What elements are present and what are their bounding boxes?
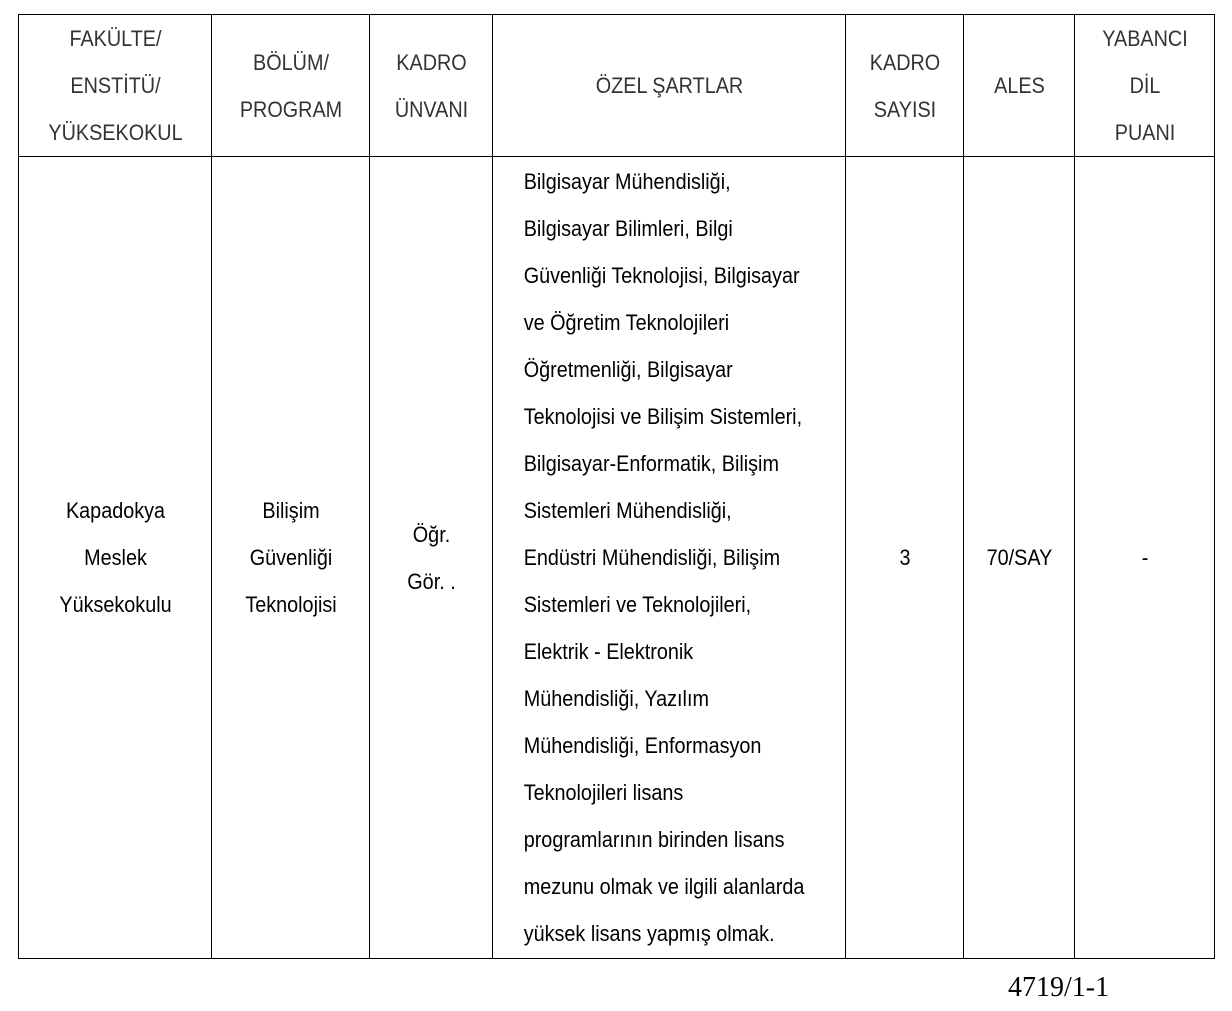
text-line: Bilgisayar-Enformatik, Bilişim bbox=[523, 451, 779, 476]
header-kadro-unvani bbox=[376, 15, 487, 157]
text-line: Bilişim bbox=[261, 498, 320, 523]
text-line: Bilgisayar Mühendisliği, bbox=[523, 169, 731, 194]
header-fakulte bbox=[28, 15, 202, 157]
text-line: Gör. . bbox=[406, 568, 456, 594]
text-line: Güvenliği Teknolojisi, Bilgisayar bbox=[523, 263, 800, 288]
text-line: PROGRAM bbox=[239, 96, 342, 122]
text-line: ve Öğretim Teknolojileri bbox=[523, 310, 729, 335]
cell-ozel-sartlar bbox=[510, 157, 828, 959]
text-line: KADRO bbox=[395, 49, 467, 75]
text-line: Teknolojisi bbox=[244, 592, 337, 617]
header-kadro-sayisi bbox=[851, 15, 957, 157]
text-line: YABANCI bbox=[1101, 26, 1188, 51]
text-line: Meslek bbox=[83, 545, 147, 570]
cell-ales: 70/SAY bbox=[969, 157, 1069, 959]
text-line: ENSTİTÜ/ bbox=[69, 73, 161, 98]
text-line: Mühendisliği, Yazılım bbox=[523, 686, 709, 711]
text-line: mezunu olmak ve ilgili alanlarda bbox=[523, 874, 804, 899]
header-ales bbox=[969, 15, 1069, 157]
cell-yabanci-dil: - bbox=[1082, 157, 1208, 959]
text-line: Teknolojileri lisans bbox=[523, 780, 683, 805]
text-line: FAKÜLTE/ bbox=[68, 26, 162, 51]
text-line: ÖZEL ŞARTLAR bbox=[595, 73, 743, 98]
text-line: Yüksekokulu bbox=[58, 592, 172, 617]
text-line: Endüstri Mühendisliği, Bilişim bbox=[523, 545, 780, 570]
cell-unvan bbox=[376, 157, 487, 959]
text-line: Elektrik - Elektronik bbox=[523, 639, 693, 664]
header-yabanci-dil bbox=[1082, 15, 1208, 157]
text-line: PUANI bbox=[1114, 120, 1175, 145]
text-line: programlarının birinden lisans bbox=[523, 827, 785, 852]
text-line: ÜNVANI bbox=[394, 96, 468, 122]
text-line: Mühendisliği, Enformasyon bbox=[523, 733, 761, 758]
cell-bolum bbox=[219, 157, 361, 959]
text-line: ALES bbox=[993, 73, 1045, 98]
text-line: BÖLÜM/ bbox=[252, 49, 329, 75]
cell-kadro-sayisi: 3 bbox=[851, 157, 957, 959]
text-line: Öğr. bbox=[412, 521, 450, 547]
text-line: SAYISI bbox=[873, 96, 936, 122]
table-row bbox=[19, 157, 1215, 959]
page-code: 4719/1-1 bbox=[1008, 972, 1110, 1003]
text-line: Sistemleri ve Teknolojileri, bbox=[523, 592, 751, 617]
cell-fakulte bbox=[28, 157, 202, 959]
header-ozel-sartlar bbox=[510, 15, 828, 157]
header-bolum bbox=[219, 15, 361, 157]
text-line: YÜKSEKOKUL bbox=[47, 120, 183, 145]
text-line: Sistemleri Mühendisliği, bbox=[523, 498, 732, 523]
text-line: DİL bbox=[1129, 73, 1160, 98]
text-line: Öğretmenliği, Bilgisayar bbox=[523, 357, 733, 382]
text-line: Bilgisayar Bilimleri, Bilgi bbox=[523, 216, 733, 241]
text-line: Teknolojisi ve Bilişim Sistemleri, bbox=[523, 404, 802, 429]
text-line: Güvenliği bbox=[249, 545, 332, 570]
text-line: KADRO bbox=[869, 49, 940, 75]
position-table bbox=[18, 14, 1215, 959]
text-line: Kapadokya bbox=[65, 498, 165, 523]
table-header-row bbox=[19, 15, 1215, 157]
text-line: yüksek lisans yapmış olmak. bbox=[523, 921, 775, 946]
